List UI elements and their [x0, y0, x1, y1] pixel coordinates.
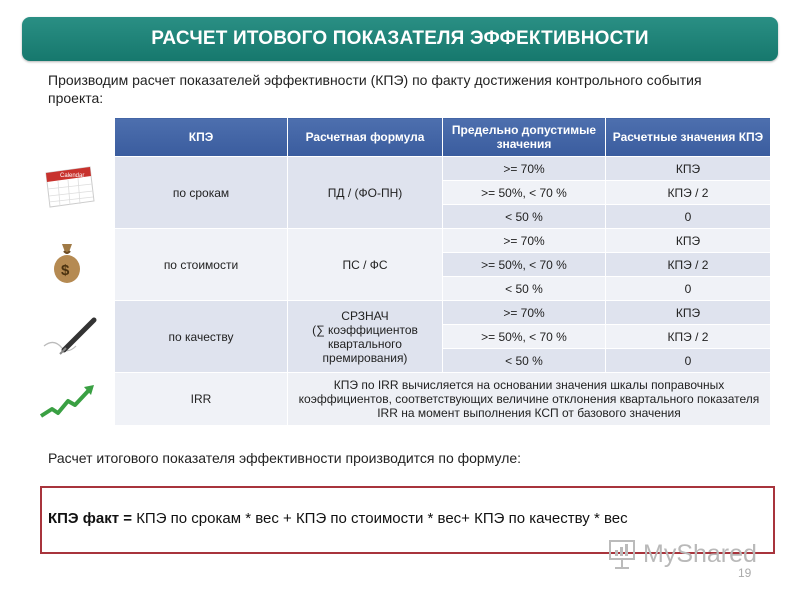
value-cell: 0	[606, 277, 771, 301]
title-banner	[22, 17, 778, 61]
page-title: РАСЧЕТ ИТОВОГО ПОКАЗАТЕЛЯ ЭФФЕКТИВНОСТИ	[151, 28, 649, 49]
kpi-formula: СРЗНАЧ (∑ коэффициентов квартального премирования)	[288, 301, 443, 373]
table-header-row	[115, 118, 771, 157]
value-cell: 0	[606, 205, 771, 229]
formula-intro-text: Расчет итогового показателя эффективности производится по формуле:	[48, 450, 522, 466]
value-cell: КПЭ	[606, 229, 771, 253]
formula-rhs: КПЭ по срокам * вес + КПЭ по стоимости * вес+ КПЭ по качеству * вес	[132, 510, 628, 527]
watermark	[607, 538, 757, 570]
formula-text	[48, 510, 628, 527]
kpi-name: по срокам	[115, 157, 288, 229]
svg-text:Calendar: Calendar	[60, 173, 85, 179]
formula-lhs: КПЭ факт =	[48, 510, 133, 527]
kpi-formula: ПС / ФС	[288, 229, 443, 301]
pen-signature-icon	[40, 316, 98, 360]
header-formula: Расчетная формула	[288, 118, 443, 157]
header-values: Расчетные значения КПЭ	[606, 118, 771, 157]
watermark-text: MyShared	[643, 539, 757, 568]
calendar-icon	[40, 163, 96, 209]
kpi-name: по качеству	[115, 301, 288, 373]
intro-text: Производим расчет показателей эффективности (КПЭ) по факту достижения контрольного события проекта:	[48, 72, 702, 106]
limit-cell: >= 70%	[443, 301, 606, 325]
table-row	[115, 157, 771, 181]
limit-cell: >= 70%	[443, 157, 606, 181]
value-cell: КПЭ	[606, 157, 771, 181]
money-bag-icon	[52, 240, 82, 284]
page-number: 19	[738, 566, 752, 580]
value-cell: КПЭ / 2	[606, 325, 771, 349]
limit-cell: < 50 %	[443, 349, 606, 373]
limit-cell: >= 50%, < 70 %	[443, 325, 606, 349]
limit-cell: < 50 %	[443, 205, 606, 229]
limit-cell: < 50 %	[443, 277, 606, 301]
header-kpi: КПЭ	[115, 118, 288, 157]
limit-cell: >= 70%	[443, 229, 606, 253]
limit-cell: >= 50%, < 70 %	[443, 253, 606, 277]
table-row-irr	[115, 373, 771, 426]
kpi-formula: ПД / (ФО-ПН)	[288, 157, 443, 229]
irr-description: КПЭ по IRR вычисляется на основании значения шкалы поправочных коэффициентов, соответствующих величине отклонения квартального показателя IRR на момент выполнения КСП от базового значения	[288, 373, 771, 426]
value-cell: КПЭ / 2	[606, 181, 771, 205]
kpi-name: по стоимости	[115, 229, 288, 301]
header-limits: Предельно допустимые значения	[443, 118, 606, 157]
value-cell: КПЭ	[606, 301, 771, 325]
table-row	[115, 229, 771, 253]
svg-text:$: $	[61, 262, 70, 279]
kpi-name: IRR	[115, 373, 288, 426]
presentation-board-icon	[607, 538, 643, 570]
kpi-table	[114, 117, 771, 426]
growth-chart-icon	[38, 381, 98, 421]
table-row	[115, 301, 771, 325]
value-cell: КПЭ / 2	[606, 253, 771, 277]
value-cell: 0	[606, 349, 771, 373]
limit-cell: >= 50%, < 70 %	[443, 181, 606, 205]
